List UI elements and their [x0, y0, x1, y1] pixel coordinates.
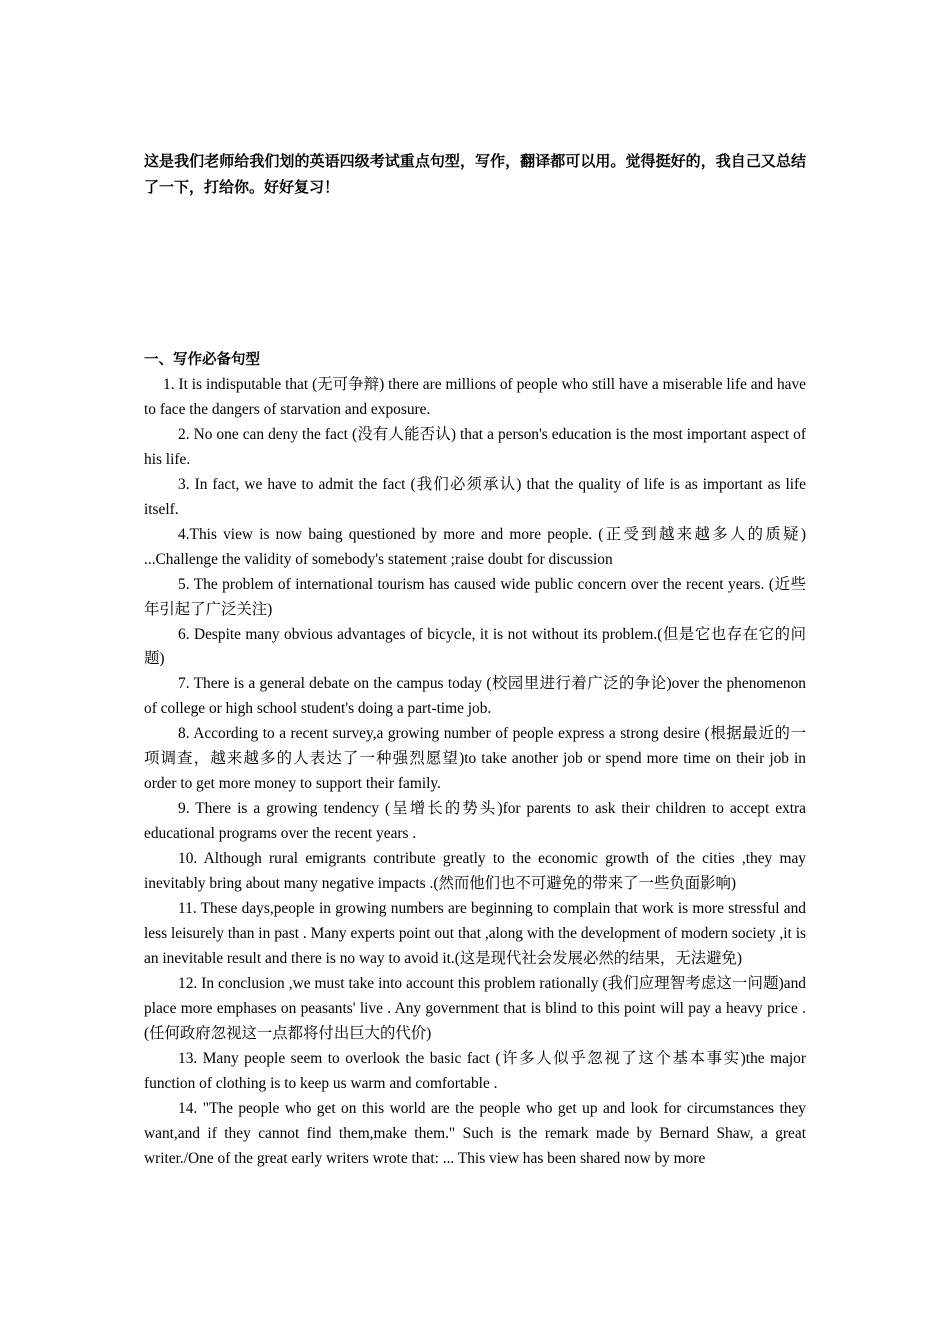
- list-item: 9. There is a growing tendency (呈增长的势头)for parents to ask their children to accept extra educational programs over the recent years .: [144, 800, 806, 843]
- list-item: 2. No one can deny the fact (没有人能否认) that a person's education is the most important aspect of his life.: [144, 425, 806, 468]
- writing-sentences-section: [144, 347, 806, 1172]
- list-item: 13. Many people seem to overlook the basic fact (许多人似乎忽视了这个基本事实)the major function of clothing is to keep us warm and comfortable .: [144, 1049, 806, 1092]
- list-item: 4.This view is now baing questioned by more and more people. (正受到越来越多人的质疑) ...Challenge the validity of somebody's statement ;raise doubt for discussion: [144, 525, 806, 568]
- list-item: 14. "The people who get on this world are the people who get up and look for circumstances they want,and if they cannot find them,make them." Such is the remark made by Bernard Shaw, a great writer./One of the great early writers wrote that: ... This view has been shared now by more: [144, 1099, 806, 1167]
- list-item: 11. These days,people in growing numbers are beginning to complain that work is more stressful and less leisurely than in past . Many experts point out that ,along with the development of modern society ,it is an inevitable result and there is no way to avoid it.(这是现代社会发展必然的结果，无法避免): [144, 900, 806, 967]
- list-item: 3. In fact, we have to admit the fact (我们必须承认) that the quality of life is as important as life itself.: [144, 475, 806, 518]
- section-heading: 一、写作必备句型: [144, 352, 260, 368]
- sentence-list: [144, 373, 806, 1172]
- list-item: 5. The problem of international tourism has caused wide public concern over the recent years. (近些年引起了广泛关注): [144, 575, 806, 618]
- list-item: 6. Despite many obvious advantages of bicycle, it is not without its problem.(但是它也存在它的问题): [144, 625, 806, 668]
- list-item: 1. It is indisputable that (无可争辩) there are millions of people who still have a miserable life and have to face the dangers of starvation and exposure.: [144, 376, 806, 418]
- list-item: 8. According to a recent survey,a growing number of people express a strong desire (根据最近的一项调查，越来越多的人表达了一种强烈愿望)to take another job or spend more time on their job in order to get more money to support their family.: [144, 725, 806, 793]
- list-item: 12. In conclusion ,we must take into account this problem rationally (我们应理智考虑这一问题)and place more emphases on peasants' live . Any government that is blind to this point will pay a heavy price . (任何政府忽视这一点都将付出巨大的代价): [144, 974, 806, 1042]
- document-page: [144, 0, 806, 1344]
- list-item: 10. Although rural emigrants contribute greatly to the economic growth of the cities ,they may inevitably bring about many negative impacts .(然而他们也不可避免的带来了一些负面影响): [144, 850, 806, 893]
- intro-paragraph: 这是我们老师给我们划的英语四级考试重点句型，写作，翻译都可以用。觉得挺好的，我自己又总结了一下，打给你。好好复习！: [144, 152, 806, 196]
- list-item: 7. There is a general debate on the campus today (校园里进行着广泛的争论)over the phenomenon of college or high school student's doing a part-time job.: [144, 675, 806, 718]
